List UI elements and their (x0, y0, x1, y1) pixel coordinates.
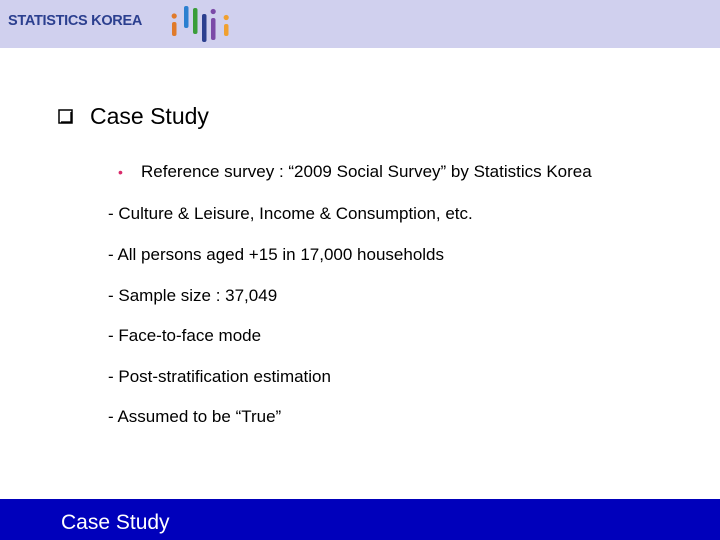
footer-title: Case Study (61, 511, 170, 534)
sub-item-sample-size: - Sample size : 37,049 (108, 286, 278, 305)
sub-item-scope: - Culture & Leisure, Income & Consumption, etc. (108, 204, 473, 223)
sub-item-assumption: - Assumed to be “True” (108, 407, 282, 426)
slide-title-row (58, 102, 209, 130)
hollow-square-bullet-icon (58, 109, 73, 124)
logo-text: STATISTICS KOREA (8, 13, 143, 29)
bullet-text: Reference survey : “2009 Social Survey” by Statistics Korea (141, 162, 592, 181)
sub-item-population: - All persons aged +15 in 17,000 households (108, 245, 444, 264)
statistics-korea-logo-icon (168, 4, 248, 44)
sub-item-estimation: - Post-stratification estimation (108, 367, 331, 386)
slide-title: Case Study (90, 103, 209, 129)
bullet-item (118, 160, 592, 184)
sub-item-mode: - Face-to-face mode (108, 326, 262, 345)
bullet-dot-icon: • (118, 164, 123, 180)
